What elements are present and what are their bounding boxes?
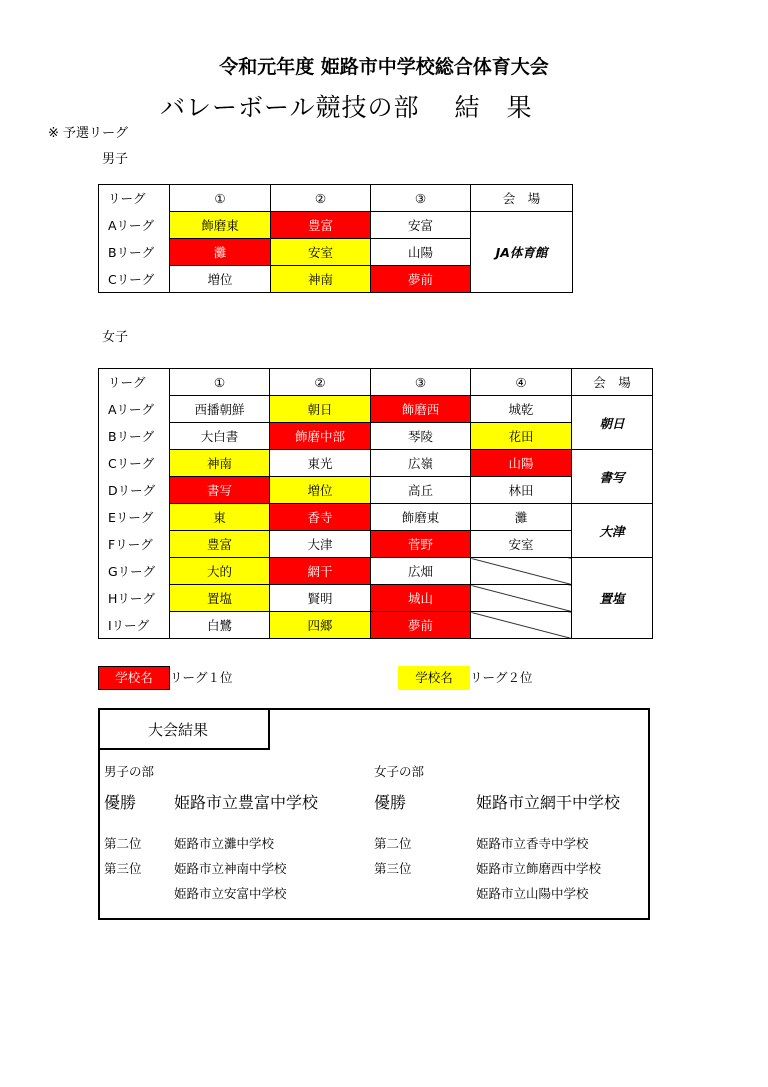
boys-second-label: 第二位 bbox=[104, 836, 142, 851]
header-venue: 会 場 bbox=[471, 185, 573, 212]
boys-champion: 姫路市立豊富中学校 bbox=[174, 793, 319, 812]
venue-cell: JA体育館 bbox=[471, 212, 573, 293]
legend-red-swatch: 学校名 bbox=[98, 666, 170, 690]
header-col-1: ① bbox=[170, 369, 270, 396]
table-row bbox=[99, 612, 653, 639]
league-label: Gリーグ bbox=[99, 558, 170, 585]
girls-second: 姫路市立香寺中学校 bbox=[476, 836, 589, 851]
girls-third-label: 第三位 bbox=[374, 861, 412, 876]
league-label: Bリーグ bbox=[99, 423, 170, 450]
team-cell: 安室 bbox=[271, 239, 371, 266]
team-cell: 山陽 bbox=[471, 450, 572, 477]
team-cell: 城乾 bbox=[471, 396, 572, 423]
team-cell: 菅野 bbox=[371, 531, 471, 558]
team-cell: 山陽 bbox=[371, 239, 471, 266]
page-subtitle: バレーボール競技の部 結 果 bbox=[160, 93, 533, 122]
team-cell: 増位 bbox=[170, 266, 271, 293]
team-cell: 灘 bbox=[170, 239, 271, 266]
league-label: Cリーグ bbox=[99, 266, 170, 293]
league-label: Fリーグ bbox=[99, 531, 170, 558]
team-cell: 西播朝鮮 bbox=[170, 396, 270, 423]
team-cell: 飾磨東 bbox=[371, 504, 471, 531]
table-header-row bbox=[99, 185, 573, 212]
venue-cell: 大津 bbox=[572, 504, 653, 558]
team-cell: 大的 bbox=[170, 558, 270, 585]
empty-slot-cell bbox=[471, 612, 572, 639]
girls-third-2: 姫路市立山陽中学校 bbox=[476, 886, 589, 901]
team-cell: 飾磨西 bbox=[371, 396, 471, 423]
team-cell: 夢前 bbox=[371, 266, 471, 293]
empty-slot-cell bbox=[471, 585, 572, 612]
team-cell: 神南 bbox=[170, 450, 270, 477]
table-header-row bbox=[99, 369, 653, 396]
team-cell: 豊富 bbox=[170, 531, 270, 558]
league-label: Iリーグ bbox=[99, 612, 170, 639]
league-label: Aリーグ bbox=[99, 396, 170, 423]
legend-second-label: リーグ２位 bbox=[470, 670, 533, 685]
team-cell: 神南 bbox=[271, 266, 371, 293]
venue-cell: 書写 bbox=[572, 450, 653, 504]
table-row bbox=[99, 558, 653, 585]
header-col-4: ④ bbox=[471, 369, 572, 396]
header-col-3: ③ bbox=[371, 369, 471, 396]
results-box bbox=[98, 708, 650, 920]
header-league: リーグ bbox=[99, 369, 170, 396]
team-cell: 広嶺 bbox=[371, 450, 471, 477]
team-cell: 香寺 bbox=[270, 504, 371, 531]
team-cell: 東光 bbox=[270, 450, 371, 477]
header-league: リーグ bbox=[99, 185, 170, 212]
team-cell: 飾磨東 bbox=[170, 212, 271, 239]
legend-first bbox=[98, 666, 233, 690]
boys-champion-label: 優勝 bbox=[104, 793, 137, 812]
boys-second: 姫路市立灘中学校 bbox=[174, 836, 275, 851]
table-row bbox=[99, 396, 653, 423]
venue-cell: 置塩 bbox=[572, 558, 653, 639]
team-cell: 増位 bbox=[270, 477, 371, 504]
header-venue: 会 場 bbox=[572, 369, 653, 396]
table-row bbox=[99, 504, 653, 531]
league-label: Hリーグ bbox=[99, 585, 170, 612]
header-col-2: ② bbox=[271, 185, 371, 212]
girls-champion: 姫路市立網干中学校 bbox=[476, 793, 621, 812]
team-cell: 賢明 bbox=[270, 585, 371, 612]
team-cell: 城山 bbox=[371, 585, 471, 612]
team-cell: 広畑 bbox=[371, 558, 471, 585]
team-cell: 東 bbox=[170, 504, 270, 531]
page-title: 令和元年度 姫路市中学校総合体育大会 bbox=[219, 56, 549, 78]
league-label: Eリーグ bbox=[99, 504, 170, 531]
legend-yellow-swatch: 学校名 bbox=[398, 666, 470, 690]
team-cell: 花田 bbox=[471, 423, 572, 450]
team-cell: 林田 bbox=[471, 477, 572, 504]
girls-league-table bbox=[98, 368, 653, 639]
boys-third-2: 姫路市立安富中学校 bbox=[174, 886, 287, 901]
table-row bbox=[99, 531, 653, 558]
team-cell: 安室 bbox=[471, 531, 572, 558]
team-cell: 四郷 bbox=[270, 612, 371, 639]
header-col-2: ② bbox=[270, 369, 371, 396]
league-label: Cリーグ bbox=[99, 450, 170, 477]
team-cell: 灘 bbox=[471, 504, 572, 531]
table-row bbox=[99, 477, 653, 504]
team-cell: 飾磨中部 bbox=[270, 423, 371, 450]
empty-slot-cell bbox=[471, 558, 572, 585]
team-cell: 琴陵 bbox=[371, 423, 471, 450]
table-row bbox=[99, 423, 653, 450]
boys-third-1: 姫路市立神南中学校 bbox=[174, 861, 287, 876]
boys-results-label: 男子の部 bbox=[104, 764, 155, 779]
team-cell: 朝日 bbox=[270, 396, 371, 423]
league-label: Aリーグ bbox=[99, 212, 170, 239]
team-cell: 夢前 bbox=[371, 612, 471, 639]
girls-results-label: 女子の部 bbox=[374, 764, 425, 779]
team-cell: 大白書 bbox=[170, 423, 270, 450]
legend-second bbox=[398, 666, 533, 690]
boys-label: 男子 bbox=[102, 152, 129, 167]
girls-label: 女子 bbox=[102, 330, 129, 345]
league-label: Bリーグ bbox=[99, 239, 170, 266]
team-cell: 置塩 bbox=[170, 585, 270, 612]
legend-first-label: リーグ１位 bbox=[170, 670, 233, 685]
boys-league-table bbox=[98, 184, 573, 293]
table-row bbox=[99, 450, 653, 477]
team-cell: 豊富 bbox=[271, 212, 371, 239]
boys-third-label: 第三位 bbox=[104, 861, 142, 876]
girls-second-label: 第二位 bbox=[374, 836, 412, 851]
girls-third-1: 姫路市立飾磨西中学校 bbox=[476, 861, 602, 876]
section-note: ※ 予選リーグ bbox=[48, 126, 129, 141]
team-cell: 高丘 bbox=[371, 477, 471, 504]
team-cell: 書写 bbox=[170, 477, 270, 504]
venue-cell: 朝日 bbox=[572, 396, 653, 450]
table-row bbox=[99, 212, 573, 239]
team-cell: 白鷺 bbox=[170, 612, 270, 639]
league-label: Dリーグ bbox=[99, 477, 170, 504]
table-row bbox=[99, 585, 653, 612]
team-cell: 網干 bbox=[270, 558, 371, 585]
team-cell: 大津 bbox=[270, 531, 371, 558]
header-col-1: ① bbox=[170, 185, 271, 212]
girls-champion-label: 優勝 bbox=[374, 793, 407, 812]
results-heading: 大会結果 bbox=[98, 708, 270, 750]
team-cell: 安富 bbox=[371, 212, 471, 239]
header-col-3: ③ bbox=[371, 185, 471, 212]
